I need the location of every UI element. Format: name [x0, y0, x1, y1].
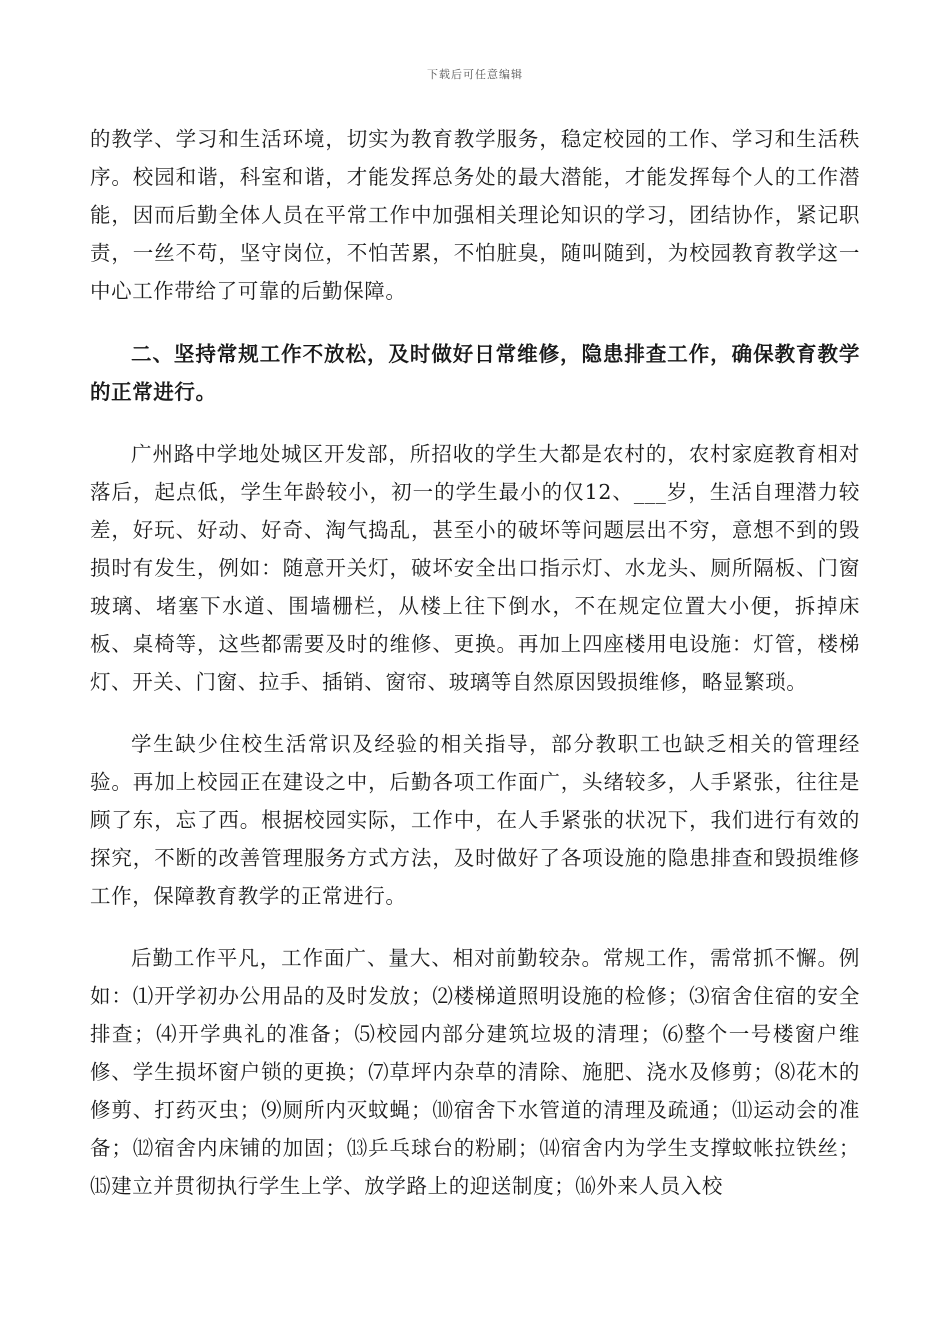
paragraph-management-experience: 学生缺少住校生活常识及经验的相关指导，部分教职工也缺乏相关的管理经验。再加上校园正在建设之中，后勤各项工作面广，头绪较多，人手紧张，往往是顾了东，忘了西。根据校园实际，工作中，在人手紧张的状况下，我们进行有效的探究，不断的改善管理服务方式方法，及时做好了各项设施的隐患排查和毁损维修工作，保障教育教学的正常进行。: [90, 732, 860, 908]
paragraph-school-background: 广州路中学地处城区开发部，所招收的学生大都是农村的，农村家庭教育相对落后，起点低，学生年龄较小，初一的学生最小的仅12、___岁，生活自理潜力较差，好玩、好动、好奇、淘气捣乱，甚至小的破坏等问题层出不穷，意想不到的毁损时有发生，例如：随意开关灯，破坏安全出口指示灯、水龙头、厕所隔板、门窗玻璃、堵塞下水道、围墙栅栏，从楼上往下倒水，不在规定位置大小便，拆掉床板、桌椅等，这些都需要及时的维修、更换。再加上四座楼用电设施：灯管，楼梯灯、开关、门窗、拉手、插销、窗帘、玻璃等自然原因毁损维修，略显繁琐。: [90, 442, 860, 694]
section-heading-2: 二、坚持常规工作不放松，及时做好日常维修，隐患排查工作，确保教育教学的正常进行。: [90, 342, 860, 404]
page-header-note: 下载后可任意编辑: [427, 68, 523, 81]
paragraph-routine-work: 后勤工作平凡，工作面广、量大、相对前勤较杂。常规工作，需常抓不懈。例如：⑴开学初办公用品的及时发放；⑵楼梯道照明设施的检修；⑶宿舍住宿的安全排查；⑷开学典礼的准备；⑸校园内部分建筑垃圾的清理；⑹整个一号楼窗户维修、学生损坏窗户锁的更换；⑺草坪内杂草的清除、施肥、浇水及修剪；⑻花木的修剪、打药灭虫；⑼厕所内灭蚊蝇；⑽宿舍下水管道的清理及疏通；⑾运动会的准备；⑿宿舍内床铺的加固；⒀乒乓球台的粉刷；⒁宿舍内为学生支撑蚊帐拉铁丝；⒂建立并贯彻执行学生上学、放学路上的迎送制度；⒃外来人员入校: [90, 946, 860, 1198]
paragraph-continued: 的教学、学习和生活环境，切实为教育教学服务，稳定校园的工作、学习和生活秩序。校园和谐，科室和谐，才能发挥总务处的最大潜能，才能发挥每个人的工作潜能，因而后勤全体人员在平常工作中加强相关理论知识的学习，团结协作，紧记职责，一丝不苟，坚守岗位，不怕苦累，不怕脏臭，随叫随到，为校园教育教学这一中心工作带给了可靠的后勤保障。: [90, 127, 860, 303]
document-body: [90, 120, 860, 1205]
